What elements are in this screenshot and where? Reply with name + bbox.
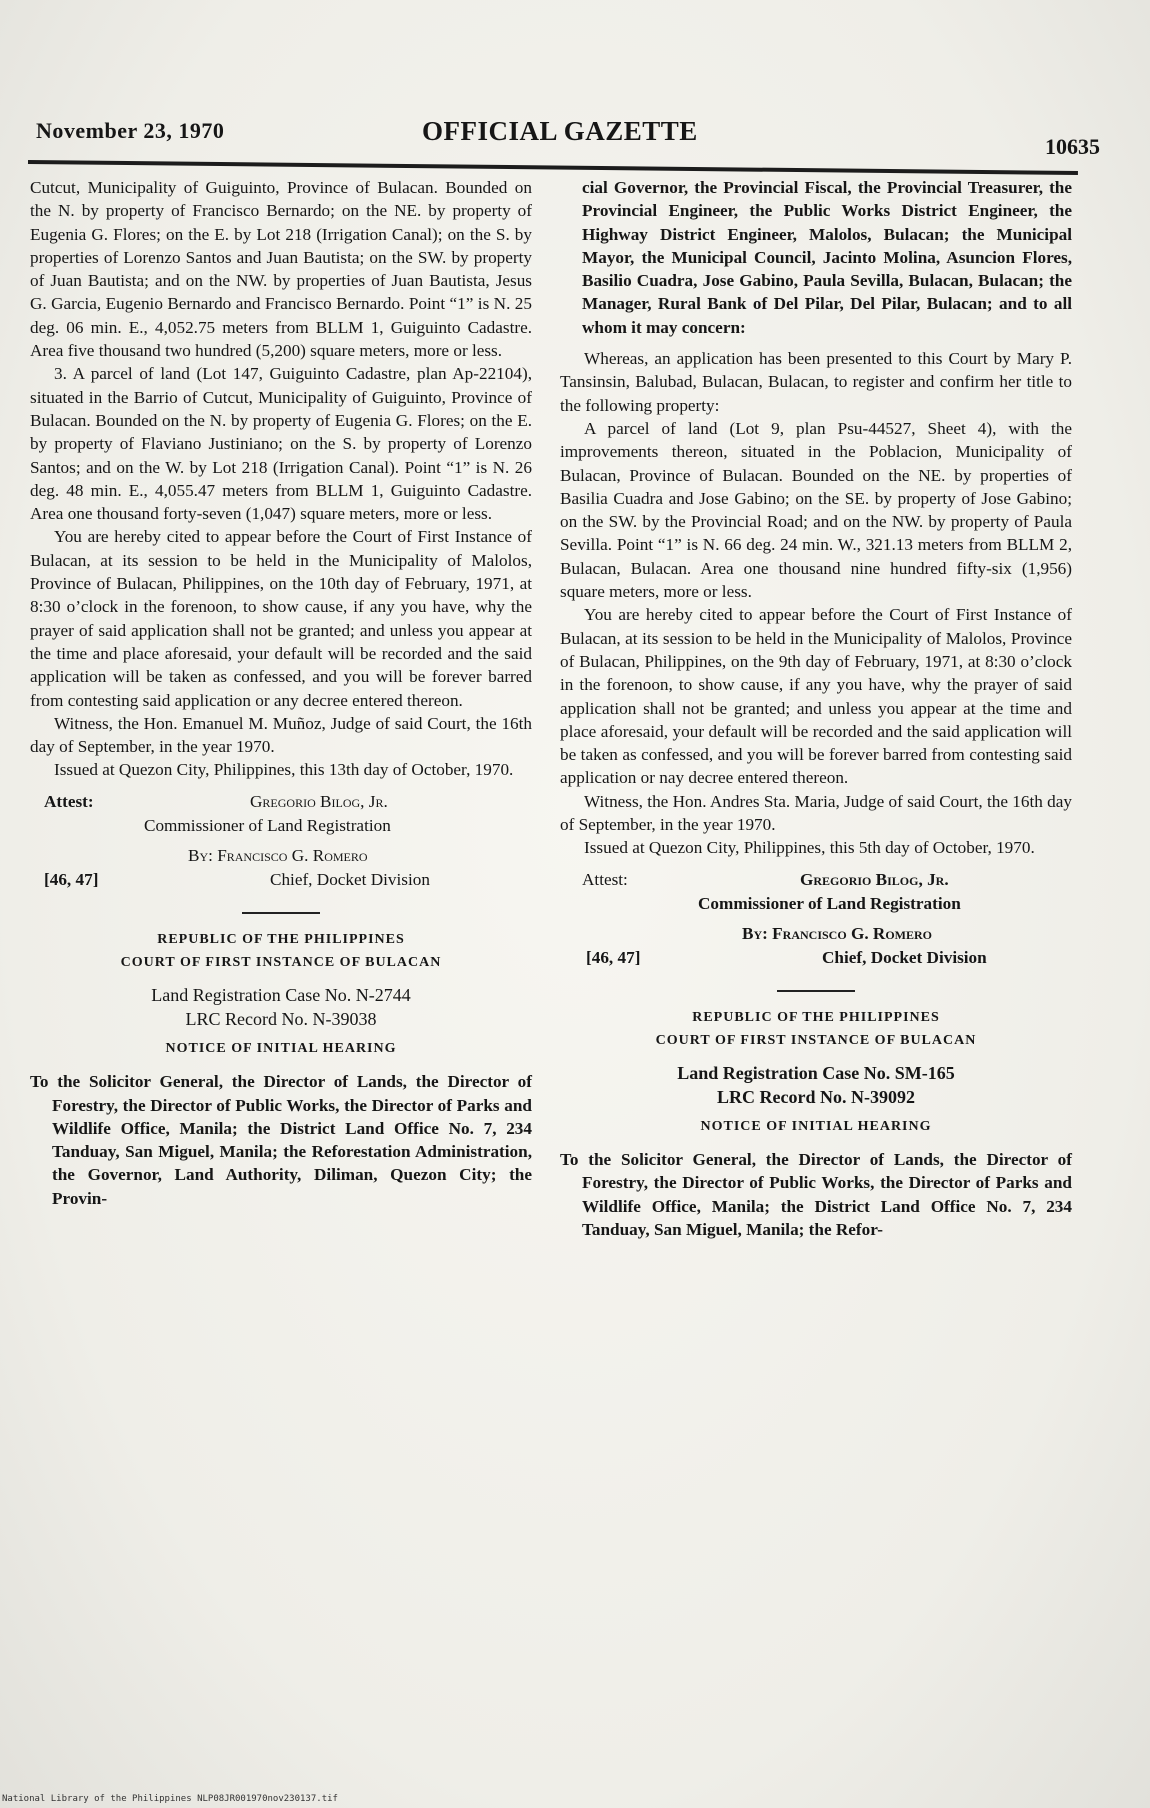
scan-footer: National Library of the Philippines NLP08JR001970nov230137.tif [2, 1794, 338, 1804]
by-title: Chief, Docket Division [270, 869, 430, 889]
right-paragraph-4: You are hereby cited to appear before the Court of First Instance of Bulacan, at its session to be held in the Municipality of Malolos, Province of Bulacan, Philippines, on the 9th day of February, 1971, at 8:30 o’clock in the forenoon, to show cause, if any you have, why the prayer of said application shall not be granted; and unless you appear at the time and place aforesaid, your default will be recorded and the said application will be taken as confessed, and you will be forever barred from contesting said application or nay decree entered thereon. [560, 605, 1072, 788]
section-divider [242, 912, 320, 914]
section-divider [777, 990, 855, 992]
right-addressees: To the Solicitor General, the Director of Lands, the Director of Forestry, the Director of Public Works, the Director of Parks and Wildlife Office, Manila; the District Land Office No. 7, 234 Tanduay, San Miguel, Manila; the Refor- [560, 1150, 1072, 1239]
issue-date: November 23, 1970 [36, 118, 225, 143]
header-rule [28, 160, 1078, 175]
notice-heading: NOTICE OF INITIAL HEARING [700, 1118, 932, 1134]
right-paragraph-1: cial Governor, the Provincial Fiscal, the Provincial Treasurer, the Provincial Engineer, the Public Works District Engineer, the Highway District Engineer, Malolos, Bulacan; the Municipal Mayor, the Municipal Council, Jacinto Molina, Asuncion Flores, Basilio Cuadra, Jose Gabino, Paula Sevilla, Bulacan, Bulacan; the Manager, Rural Bank of Del Pilar, Del Pilar, Bulacan; and to all whom it may concern: [582, 178, 1072, 337]
left-paragraph-3: You are hereby cited to appear before the Court of First Instance of Bulacan, at its session to be held in the Municipality of Malolos, Province of Bulacan, Philippines, on the 10th day of February, 1971, at 8:30 o’clock in the forenoon, to show cause, if any you have, why the prayer of said application shall not be granted; and unless you appear at the time and place aforesaid, your default will be recorded and the said application will be taken as confessed, and you will be forever barred from contesting said application or any decree entered thereon. [30, 527, 532, 710]
republic-heading: REPUBLIC OF THE PHILIPPINES [157, 931, 405, 947]
attest-label: Attest: [582, 869, 628, 889]
notice-heading: NOTICE OF INITIAL HEARING [165, 1040, 397, 1056]
case-number: Land Registration Case No. N-2744 [151, 985, 411, 1006]
left-paragraph-1: Cutcut, Municipality of Guiguinto, Province of Bulacan. Bounded on the N. by property of Francisco Bernardo; on the NE. by property of Eugenia G. Flores; on the E. by Lot 218 (Irrigation Canal); on the S. by properties of Lorenzo Santos and Juan Bautista; on the SW. by property of Juan Bautista; and on the NW. by properties of Juan Bautista, Jesus G. Garcia, Eugenio Bernardo and Francisco Bernardo. Point “1” is N. 25 deg. 06 min. E., 4,052.75 meters from BLLM 1, Guiguinto Cadastre. Area five thousand two hundred (5,200) square meters, more or less. [30, 178, 532, 361]
republic-heading: REPUBLIC OF THE PHILIPPINES [692, 1009, 940, 1025]
reference-number: [46, 47] [586, 947, 641, 967]
right-paragraph-5: Witness, the Hon. Andres Sta. Maria, Judge of said Court, the 16th day of September, in the year 1970. [560, 791, 1072, 835]
lrc-record: LRC Record No. N-39092 [717, 1086, 915, 1107]
court-heading: COURT OF FIRST INSTANCE OF BULACAN [655, 1032, 977, 1048]
right-paragraph-6: Issued at Quezon City, Philippines, this 5th day of October, 1970. [584, 838, 1035, 858]
page-header [30, 108, 1110, 158]
right-signature-block [560, 866, 1072, 974]
by-name: By: Francisco G. Romero [742, 923, 932, 943]
publication-title: OFFICIAL GAZETTE [422, 116, 698, 146]
commissioner-name: Gregorio Bilog, Jr. [800, 869, 949, 889]
right-paragraph-3: A parcel of land (Lot 9, plan Psu-44527, Sheet 4), with the improvements thereon, situated in the Poblacion, Municipality of Bulacan, Province of Bulacan. Bounded on the NE. by properties of Basilia Cuadra and Jose Gabino; on the SE. by property of Jose Gabino; on the SW. by the Provincial Road; and on the NW. by property of Paula Sevilla. Point “1” is N. 66 deg. 24 min. W., 321.13 meters from BLLM 2, Bulacan, Bulacan. Area one thousand nine hundred fifty-six (1,956) square meters, more or less. [560, 418, 1072, 602]
commissioner-title: Commissioner of Land Registration [144, 815, 391, 835]
left-signature-block [30, 788, 532, 896]
right-paragraph-2: Whereas, an application has been presented to this Court by Mary P. Tansinsin, Balubad, Bulacan, Bulacan, to register and confirm her title to the following property: [560, 349, 1072, 415]
left-paragraph-2: 3. A parcel of land (Lot 147, Guiguinto Cadastre, plan Ap-22104), situated in the Barrio of Cutcut, Municipality of Guiguinto, Province of Bulacan. Bounded on the N. by property of Eugenia G. Flores; on the E. by property of Flaviano Justiniano; on the S. by property of Lorenzo Santos; and on the W. by Lot 218 (Irrigation Canal). Point “1” is N. 26 deg. 48 min. E., 4,055.47 meters from BLLM 1, Guiguinto Cadastre. Area one thousand forty-seven (1,047) square meters, more or less. [30, 364, 532, 524]
commissioner-title: Commissioner of Land Registration [698, 893, 961, 913]
right-column [560, 176, 1072, 1241]
left-paragraph-4: Witness, the Hon. Emanuel M. Muñoz, Judge of said Court, the 16th day of September, in the year 1970. [30, 713, 532, 757]
case-number: Land Registration Case No. SM-165 [677, 1063, 955, 1084]
lrc-record: LRC Record No. N-39038 [185, 1008, 377, 1029]
attest-label: Attest: [44, 791, 94, 811]
page-number: 10635 [1045, 134, 1100, 159]
reference-number: [46, 47] [44, 869, 99, 889]
left-addressees: To the Solicitor General, the Director of Lands, the Director of Forestry, the Director of Public Works, the Director of Parks and Wildlife Office, Manila; the District Land Office No. 7, 234 Tanduay, San Miguel, Manila; the Reforestation Administration, the Governor, Land Authority, Diliman, Quezon City; the Provin- [30, 1072, 532, 1208]
left-paragraph-5: Issued at Quezon City, Philippines, this 13th day of October, 1970. [54, 760, 514, 780]
by-title: Chief, Docket Division [822, 947, 987, 967]
by-name: By: Francisco G. Romero [188, 845, 368, 865]
commissioner-name: Gregorio Bilog, Jr. [250, 791, 388, 811]
court-heading: COURT OF FIRST INSTANCE OF BULACAN [120, 955, 442, 971]
left-column [30, 176, 532, 1210]
